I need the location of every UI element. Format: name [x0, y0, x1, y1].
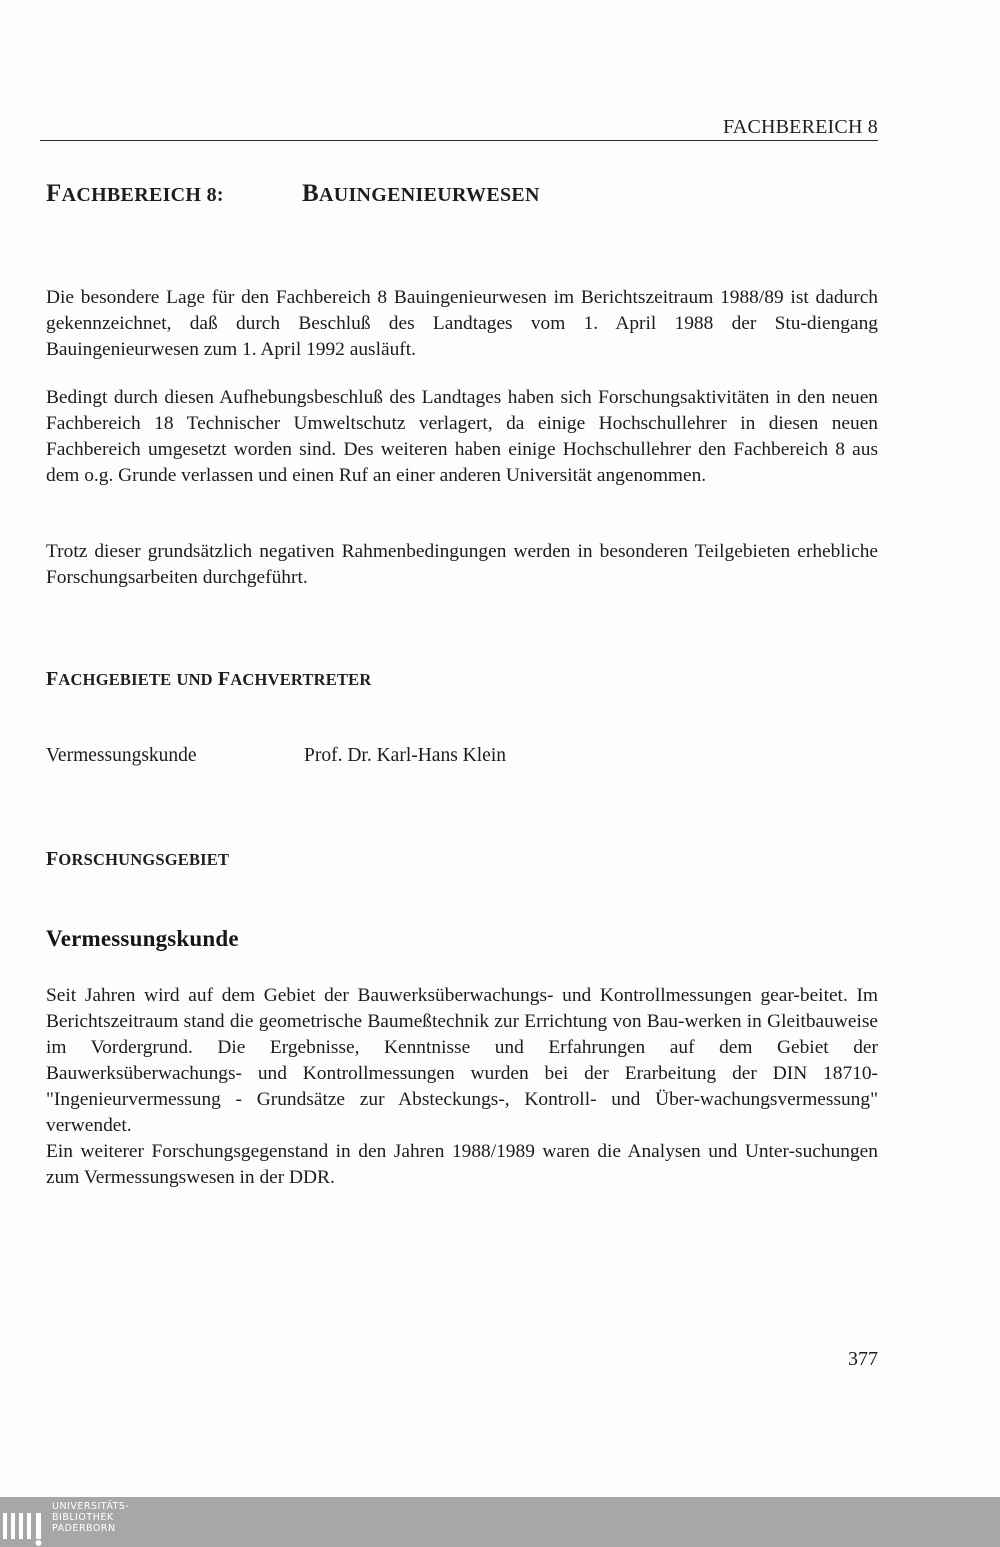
fachgebiet-area: Vermessungskunde [46, 745, 197, 766]
chapter-title [46, 180, 540, 208]
research-paragraph [46, 983, 878, 1191]
body-paragraph: Bedingt durch diesen Aufhebungsbeschluß des Landtages haben sich Forschungsaktivitäten in den neuen Fachbereich 18 Technischer Umweltschutz verlagert, da einige Hochschullehrer in diesen neuen Fachbereich umgesetzt worden sind. Des weiteren haben einige Hochschullehrer den Fachbereich 8 aus dem o.g. Grunde verlassen und einen Ruf an einer anderen Universität angenommen. [46, 387, 878, 486]
section-heading-fachgebiete: FACHGEBIETE UND FACHVERTRETER [46, 668, 372, 690]
body-paragraph: Trotz dieser grundsätzlich negativen Rahmenbedingungen werden in besonderen Teilgebieten erhebliche Forschungsarbeiten durchgeführt. [46, 541, 878, 588]
library-logo-icon [2, 1513, 46, 1547]
research-text-part-2: Ein weiterer Forschungsgegenstand in den Jahren 1988/1989 waren die Analysen und Unter-suchungen zum Vermessungswesen in der DDR. [46, 1141, 878, 1188]
library-footer-bar [0, 1497, 1000, 1547]
library-name: UNIVERSITÄTS- BIBLIOTHEK PADERBORN [52, 1501, 130, 1534]
research-text-part-1: Seit Jahren wird auf dem Gebiet der Bauwerksüberwachungs- und Kontrollmessungen gear-beitet. Im Berichtszeitraum stand die geometrische Baumeßtechnik zur Errichtung von Bau-werken in Gleitbauweise im Vordergrund. Die Ergebnisse, Kenntnisse und Erfahrungen auf dem Gebiet der Bauwerksüberwachungs- und Kontrollmessungen wurden bei der Erarbeitung der DIN 18710- "Ingenieurvermessung - Grundsätze zur Absteckungs-, Kontroll- und Über-wachungsvermessung" verwendet. [46, 985, 878, 1136]
section-heading-forschungsgebiet: FORSCHUNGSGEBIET [46, 848, 230, 870]
header-rule [40, 140, 878, 141]
running-head: FACHBEREICH 8 [722, 116, 878, 138]
fachgebiet-row [46, 745, 506, 767]
chapter-name: BAUINGENIEURWESEN [302, 180, 540, 207]
subheading-vermessungskunde: Vermessungskunde [46, 926, 239, 951]
chapter-number: FACHBEREICH 8: [46, 180, 224, 207]
intro-paragraph: Die besondere Lage für den Fachbereich 8 Bauingenieurwesen im Berichtszeitraum 1988/89 ist dadurch gekennzeichnet, daß durch Beschluß des Landtages vom 1. April 1988 der Stu-diengang Bauingenieurwesen zum 1. April 1992 ausläuft. [46, 287, 878, 360]
page-number: 377 [848, 1348, 878, 1370]
fachvertreter-name: Prof. Dr. Karl-Hans Klein [304, 745, 506, 766]
